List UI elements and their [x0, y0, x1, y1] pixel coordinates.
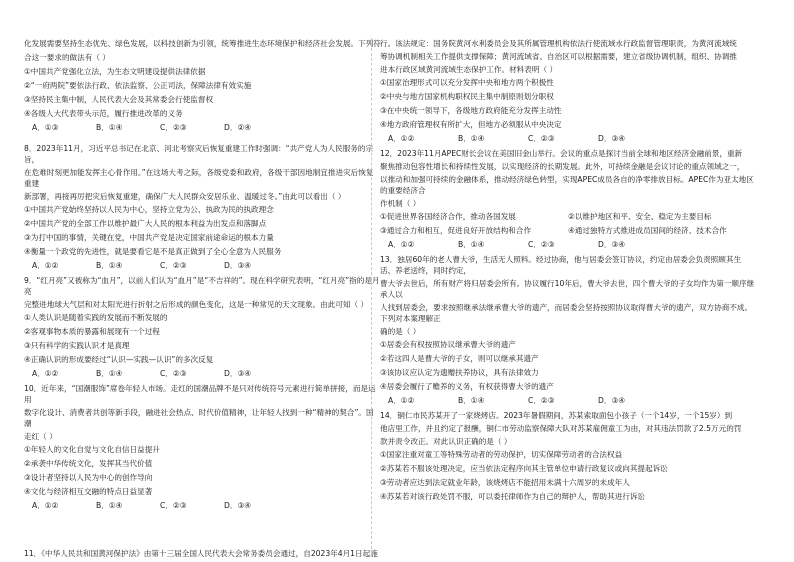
q12-line-1: 12．2023年11月APEC财长会议在美国旧金山举行。会议的重点是探讨当前全球和地区经济金融前景，重新 [380, 149, 743, 158]
q8-option-4: ④衡量一个政党的先进性，就是要看它是不是真正做到了全心全意为人民服务 [24, 247, 282, 256]
q9-option-4: ④正确认识的形成要经过“认识—实践—认识”的多次反复 [24, 355, 214, 364]
q8-line-3: 新部署，再接再厉把灾后恢复重建，确保广大人民群众安居乐业、温暖过冬。”由此可以看出（ ） [24, 192, 346, 201]
q12-option-2: ②以维护地区和平、安全、稳定为主要目标 [568, 212, 712, 221]
q9-line-2: 完整进地球大气层和对太阳光进行折射之后形成的颜色变化，这是一种常见的天文现象。由此可知（ ） [24, 300, 369, 309]
choice-c[interactable]: C．②③ [160, 501, 187, 510]
q11-option-3: ③在中央统一领导下，各级地方政府能充分发挥主动性 [380, 106, 562, 115]
q8-line-1: 8．2023年11月，习近平总书记在北京、河北考察灾后恢复重建工作时强调：“共产党人为人民服务的宗旨， [24, 144, 374, 164]
q12-option-4: ④通过独特方式推进成员国间的经济、技术合作 [568, 226, 727, 235]
choice-d[interactable]: D．③④ [224, 261, 252, 270]
q11-cont-line-2: 筹协调机制相关工作提供支撑保障；黄河流域省、自治区可以根据需要，建立省级协调机制，组织、协调推 [380, 52, 737, 61]
intro-line-1: 化发展需要坚持生态优先、绿色发展，以科技创新为引领，统筹推进生态环境保护和经济社会发展。下列符 [24, 39, 381, 48]
choice-b[interactable]: B．①④ [96, 501, 123, 510]
q13-line-2: 曹大爷去世后，所有财产将归居委会所有。协议履行10年后，曹大爷去世，四个曹大爷的子女均作为第一顺序继承人以 [380, 279, 755, 299]
q11-choices [388, 133, 756, 144]
q8-option-3: ③为打中国的事情，关键在党，中国共产党是决定国家前途命运的根本力量 [24, 233, 274, 242]
q13-option-4: ④居委会履行了赡养的义务，有权获得曹大爷的遗产 [380, 382, 554, 391]
q12-line-2: 聚焦推动包容性增长和持续性发展，以实现经济的长期发展。此外，可持续金融是会议讨论的重点领域之一， [380, 162, 745, 171]
choice-d[interactable]: D．③④ [224, 501, 252, 510]
q14-option-3: ③劳动者应达到法定就业年龄，该烧烤店不能招用未满十六周岁的未成年人 [380, 478, 630, 487]
choice-c[interactable]: C．②③ [528, 134, 555, 143]
q11-line-1: 11．《中华人民共和国黄河保护法》由第十三届全国人民代表大会常务委员会通过，自2023年4月1日起施 [24, 548, 378, 558]
q10-line-2: 数字化设计、消费者共创等新手段，融进社会热点、时代价值精神，让年轻人找到一种“精神的契合”。国潮 [24, 408, 374, 428]
q13-option-1: ①居委会有权按照协议继承曹大爷的遗产 [380, 340, 516, 349]
q11-cont-line-1: 行。该法规定：国务院黄河水利委员会及其所属管理机构依法行使流域水行政监督管理职责，为黄河流域统 [380, 39, 737, 48]
q9-line-1: 9．“红月亮”又被称为“血月”，以前人们认为“血月”是“不吉祥的”。现在科学研究表明，“红月亮”指的是月亮 [24, 276, 380, 296]
q13-option-2: ②若这四人是曹大爷的子女，则可以继承其遗产 [380, 354, 539, 363]
q9-option-3: ③只有科学的实践认识才是真理 [24, 341, 130, 350]
choice-b[interactable]: B．①④ [458, 134, 485, 143]
choice-b[interactable]: B．①④ [458, 396, 485, 405]
q12-option-1: ①促进世界各国经济合作，推动各国发展 [380, 212, 516, 221]
q11-option-4: ④地方政府管理权有所扩大，但地方必须服从中央决定 [380, 120, 562, 129]
q10-option-2: ②承袭中华传统文化，发挥其当代价值 [24, 459, 153, 468]
choice-a[interactable]: A．①② [388, 396, 415, 405]
q14-line-1: 14．铜仁市民苏某开了一家烧烤店。2023年暑假期间，苏某索取面包小孩子（一个14岁，一个15岁）到 [380, 411, 733, 420]
q8-option-2: ②中国共产党的全部工作以维护最广大人民的根本利益为出发点和落脚点 [24, 219, 267, 228]
choice-b[interactable]: B．①④ [458, 240, 485, 249]
left-column [24, 38, 381, 515]
q12-line-4: 作机制（ ） [380, 199, 421, 208]
q13-line-1: 13．独居60年的老人曹大爷，生活无人照料。经过协商，他与居委会签订协议，约定由居委会负责照顾其生活、养老送终，同时约定， [380, 255, 742, 275]
choice-a[interactable]: A．①② [32, 501, 59, 510]
choice-d[interactable]: D．③④ [598, 134, 626, 143]
choice-b[interactable]: B．①④ [96, 123, 123, 132]
q14-option-4: ④苏某若对该行政处罚不服，可以委托律师作为自己的辩护人，帮助其进行诉讼 [380, 492, 645, 501]
q14-option-1: ①国家注重对童工等特殊劳动者的劳动保护，切实保障劳动者的合法权益 [380, 450, 623, 459]
q10-line-1: 10．近年来，“国潮服饰”席卷年轻人市场。走红的国潮品牌不是只对传统符号元素进行简单拼接，而是运用 [24, 384, 376, 404]
q8-line-2: 在危难时刻更加能发挥主心骨作用。”在这场大考之际，各级党委和政府，各级干部因地制宜推进灾后恢复重建 [24, 168, 374, 188]
intro-option-3: ③坚持民主集中制，人民代表大会及其常委会行使监督权 [24, 95, 214, 104]
choice-a[interactable]: A．①② [32, 369, 59, 378]
q13-line-3: 人找到居委会，要求按照继承法继承曹大爷的遗产，而居委会坚持按照协议取得曹大爷的遗产，双方协商不成。下列对本案理解正 [380, 303, 753, 323]
choice-d[interactable]: D．③④ [598, 396, 626, 405]
choice-b[interactable]: B．①④ [96, 369, 123, 378]
q10-option-3: ③设计者坚持以人民为中心的创作导向 [24, 473, 153, 482]
q12-choices [388, 239, 756, 250]
column-divider [371, 38, 372, 554]
q13-choices [388, 395, 756, 406]
intro-line-2: 合这一要求的做法有（ ） [24, 53, 110, 62]
q10-line-3: 走红（ ） [24, 432, 57, 441]
intro-choices [32, 122, 381, 133]
q9-choices [32, 368, 381, 379]
q9-option-1: ①人类认识是随着实践的发展而不断发展的 [24, 313, 168, 322]
choice-c[interactable]: C．②③ [528, 240, 555, 249]
choice-d[interactable]: D．③④ [598, 240, 626, 249]
q13-option-3: ③该协议应认定为遗赠扶养协议，具有法律效力 [380, 368, 539, 377]
q14-line-2: 他店里工作，并且约定了报酬，铜仁市劳动监察保障大队对苏某雇佣童工为由，对其违法罚款了2.5万元的罚 [380, 424, 742, 433]
intro-option-1: ①中国共产党强化立法，为生态文明建设提供法律依据 [24, 67, 206, 76]
choice-d[interactable]: D．③④ [224, 369, 252, 378]
choice-a[interactable]: A．①② [388, 134, 415, 143]
choice-a[interactable]: A．①② [388, 240, 415, 249]
q8-choices [32, 260, 381, 271]
right-column [380, 38, 756, 505]
intro-option-2: ②“一府两院”要依法行政、依法监察、公正司法，保障法律有效实施 [24, 81, 252, 90]
q10-option-1: ①年轻人的文化自觉与文化自信日益提升 [24, 445, 160, 454]
q11-option-1: ①国家治理形式可以充分发挥中央和地方两个积极性 [380, 78, 554, 87]
q14-option-2: ②苏某若不服该处理决定，应当依法定程序向其主管单位申请行政复议或向其提起诉讼 [380, 464, 668, 473]
choice-c[interactable]: C．②③ [160, 261, 187, 270]
choice-a[interactable]: A．①② [32, 261, 59, 270]
q12-line-3: 以推动和加强可持续的金融体系，推动经济绿色转型，实现APEC成员各自的净零排放目标。APEC作为亚太地区的重要经济合 [380, 175, 754, 195]
q14-line-3: 款并责令改正。对此认识正确的是（ ） [380, 437, 512, 446]
choice-b[interactable]: B．①④ [96, 261, 123, 270]
intro-option-4: ④各级人大代表带头示范，履行推进改革的义务 [24, 109, 183, 118]
q11-option-2: ②中央与地方国家机构职权民主集中制原则划分职权 [380, 92, 554, 101]
q12-option-row-1 [380, 211, 756, 222]
choice-c[interactable]: C．②③ [160, 123, 187, 132]
q10-option-4: ④文化与经济相互交融的特点日益显著 [24, 487, 153, 496]
choice-a[interactable]: A．①③ [32, 123, 59, 132]
choice-d[interactable]: D．②④ [224, 123, 252, 132]
choice-c[interactable]: C．②③ [528, 396, 555, 405]
q10-choices [32, 500, 381, 511]
choice-c[interactable]: C．②③ [160, 369, 187, 378]
q12-option-3: ③通过合力和相互，促进良好开放结构和合作 [380, 226, 532, 235]
q9-option-2: ②客观事物本质的暴露和展现有一个过程 [24, 327, 160, 336]
q12-option-row-2 [380, 225, 756, 236]
q13-line-4: 确的是（ ） [380, 327, 421, 336]
q11-cont-line-3: 进本行政区域黄河流域生态保护工作。材料表明（ ） [380, 65, 558, 74]
q8-option-1: ①中国共产党始终坚持以人民为中心，坚持立党为公、执政为民的执政理念 [24, 205, 274, 214]
